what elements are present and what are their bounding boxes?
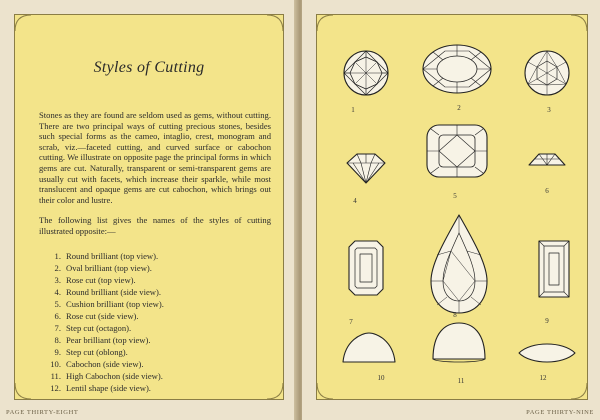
illustration-panel [316, 14, 588, 400]
gem-cabochon-side [343, 333, 395, 362]
list-item: 5. Cushion brilliant (top view). [54, 299, 164, 309]
gem-number: 1 [351, 106, 355, 114]
cut-style-list [45, 250, 164, 394]
corner-ornament [266, 14, 284, 32]
gem-step-cut-octagon [349, 241, 383, 295]
list-item: 10. Cabochon (side view). [50, 359, 144, 369]
page-title: Styles of Cutting [93, 59, 205, 76]
gem-number: 3 [547, 106, 551, 114]
gem-pear-brilliant-top [431, 215, 487, 313]
gem-step-cut-oblong [539, 241, 569, 297]
gem-number: 11 [457, 377, 465, 385]
gem-number: 2 [457, 104, 461, 112]
list-item: 6. Rose cut (side view). [54, 311, 139, 321]
list-item: 11. High Cabochon (side view). [50, 371, 163, 381]
gem-lentil-side [519, 344, 575, 362]
gem-number: 7 [349, 318, 353, 326]
page-number: PAGE THIRTY-NINE [526, 409, 594, 416]
list-item: 7. Step cut (octagon). [54, 323, 132, 333]
list-item: 8. Pear brilliant (top view). [54, 335, 151, 345]
gem-illustrations [317, 15, 587, 399]
right-page [302, 0, 600, 420]
left-page [0, 0, 298, 420]
intro-paragraph: Stones as they are found are seldom used as gems, without cutting. There are two principal ways of cutting precious stones, besides such special forms as the cameo, intaglio, crest, monogram and scrab, viz.—faceted cutting, and curved surface or cabochon cutting. We illustrate on opposite page the principal forms in which gems are cut. Naturally, transparent or semi-transparent gems are usually cut with facets, which increase their sparkle, while most translucent and opaque gems are cut cabochon, which brings out their color and lustre. [39, 110, 271, 205]
gem-cushion-brilliant-top [427, 125, 487, 177]
gem-rose-cut-side [529, 154, 565, 165]
list-item: 9. Step cut (oblong). [54, 347, 128, 357]
gem-number: 4 [353, 197, 357, 205]
corner-ornament [266, 382, 284, 400]
gem-number: 6 [545, 187, 549, 195]
list-intro-paragraph: The following list gives the names of the styles of cutting illustrated opposite:— [39, 215, 271, 236]
gem-number: 9 [545, 317, 549, 325]
corner-ornament [14, 382, 32, 400]
gem-oval-brilliant-top [423, 45, 491, 93]
gem-number: 8 [453, 311, 457, 319]
text-panel [14, 14, 284, 400]
list-item: 4. Round brilliant (side view). [54, 287, 161, 297]
list-item: 12. Lentil shape (side view). [50, 383, 151, 393]
gem-number: 5 [453, 192, 457, 200]
corner-ornament [14, 14, 32, 32]
gem-number: 12 [539, 374, 547, 382]
gem-round-brilliant-side [347, 154, 385, 183]
list-item: 2. Oval brilliant (top view). [54, 263, 152, 273]
gem-high-cabochon-side [433, 323, 485, 362]
list-item: 3. Rose cut (top view). [54, 275, 136, 285]
list-item: 1. Round brilliant (top view). [54, 251, 159, 261]
gem-number: 10 [377, 374, 385, 382]
gem-rose-cut-top [525, 51, 569, 95]
gem-round-brilliant-top [344, 51, 388, 95]
page-number: PAGE THIRTY-EIGHT [6, 409, 79, 416]
